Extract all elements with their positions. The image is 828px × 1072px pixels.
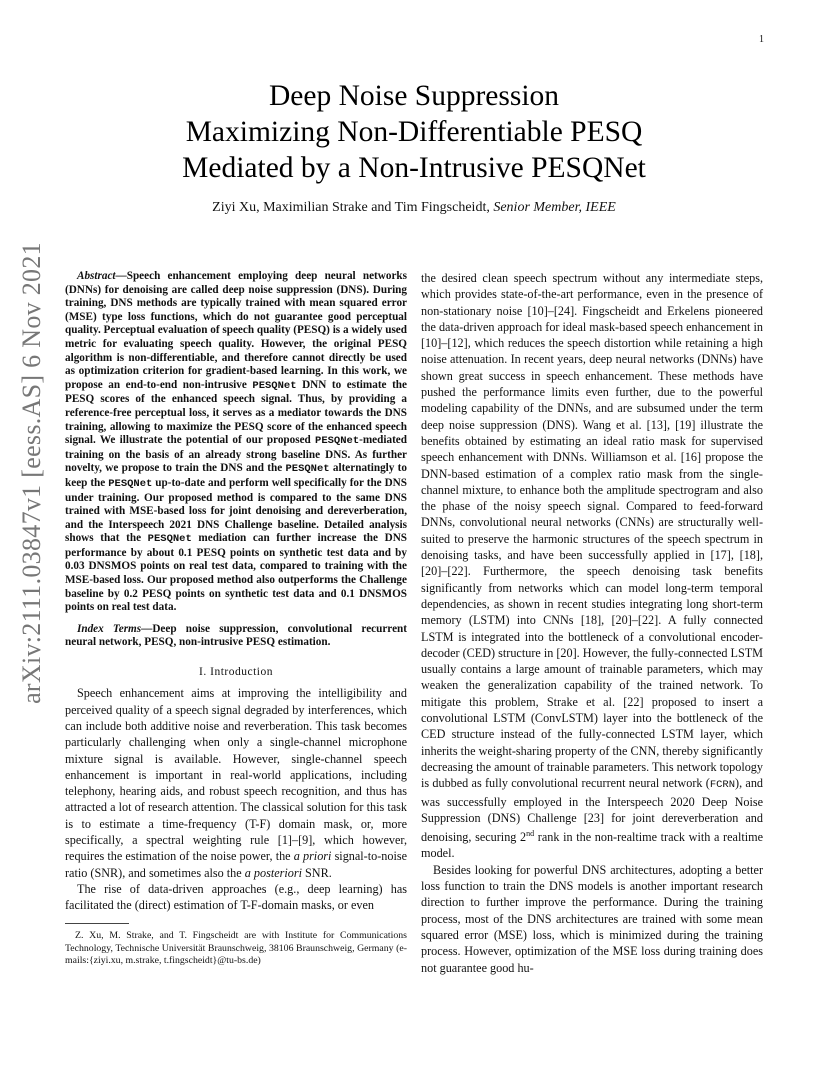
footnote: Z. Xu, M. Strake, and T. Fingscheidt are with Institute for Communications Technology, Technische Universität Braunschweig, 38106 Braunschweig, Germany (e-mails:{ziyi.xu, m.strake, t.fingscheidt}@tu-bs.de) <box>65 930 407 966</box>
index-terms-text: —Deep noise suppression, convolutional recurrent neural network, PESQ, non-intrusive PESQ estimation. <box>65 622 407 649</box>
left-column <box>65 270 407 967</box>
page-number: 1 <box>759 34 764 45</box>
abstract-text: mediation can further increase the DNS performance by about 0.1 PESQ points on synthetic test data and by 0.03 DNSMOS points on real test data, compared to training with the MSE-based loss. Our proposed method also outperforms the Challenge baseline by 0.2 PESQ points on synthetic test data and 0.1 DNSMOS points on real test data. <box>65 532 407 614</box>
abstract <box>65 270 407 615</box>
a-priori-term: a priori <box>293 849 332 864</box>
fcrn-term: FCRN <box>709 779 736 792</box>
author-line <box>100 200 728 216</box>
right-column <box>421 270 763 976</box>
body-text: the desired clean speech spectrum without any intermediate steps, which provides state-of-the-art performance, even in the presence of non-stationary noise [10]–[24]. Fingscheidt and Erkelens pioneered the data-driven approach for ideal mask-based speech enhancement in [10]–[12], which reduces the speech distortion while retaining a high noise attenuation. In recent years, deep neural networks (DNNs) have shown great success in speech enhancement. These methods have pushed the performance limits even further, due to the powerful modeling capability of the DNNs, and are subsumed under the term deep noise suppression (DNS). Wang et al. [13], [19] illustrate the benefits obtained by estimating an ideal ratio mask for supervised speech enhancement with DNNs. Williamson et al. [16] propose the DNN-based estimation of a complex ratio mask from the single-channel mixture, to enhance both the amplitude spectrogram and also the phase of the noisy speech signal. Compared to feed-forward DNNs, convolutional neural networks (CNNs) are structurally well-suited to preserve the harmonic structures of the speech spectrum in denoising tasks, and have been successfully applied in [17], [18], [20]–[22]. Furthermore, the speech denoising task benefits significantly from networks which can model long-term temporal dependencies, as shown in recent studies integrating long short-term memory (LSTM) into CNNs [18], [20]–[22]. A fully connected LSTM is integrated into the bottleneck of a convolutional encoder-decoder (CED) structure in [20]. However, the fully-connected LSTM usually contains a large amount of trainable parameters, which may weaken the generalization capability of the trained network. To mitigate this problem, Strake et al. [22] proposed to insert a convolutional LSTM (ConvLSTM) layer into the bottleneck of the CED structure instead of the fully-connected LSTM layer, which inherits the weight-sharing property of the CNN, thereby significantly decreasing the amount of trainable parameters. This network topology is dubbed as fully convolutional recurrent neural network ( <box>421 271 763 791</box>
index-terms <box>65 623 407 650</box>
footnote-rule <box>65 923 129 924</box>
body-paragraph <box>421 270 763 862</box>
title-line: Maximizing Non-Differentiable PESQ <box>185 116 643 148</box>
pesqnet-term: PESQNet <box>285 463 330 476</box>
intro-text: SNR. <box>301 865 332 880</box>
arxiv-watermark <box>12 242 52 704</box>
intro-paragraph: The rise of data-driven approaches (e.g., deep learning) has facilitated the (direct) estimation of T-F-domain masks, or even <box>65 881 407 913</box>
arxiv-id: arXiv:2111.03847v1 [eess.AS] 6 Nov 2021 <box>17 242 46 704</box>
pesqnet-term: PESQNet <box>252 379 297 392</box>
pesqnet-term: PESQNet <box>147 533 192 546</box>
abstract-label: Abstract <box>77 270 116 282</box>
paper-title <box>100 78 728 186</box>
intro-paragraph <box>65 685 407 881</box>
body-text: rank in the non-realtime track with a realtime model. <box>421 830 763 861</box>
a-posteriori-term: a posteriori <box>244 865 302 880</box>
title-line: Deep Noise Suppression <box>268 80 560 112</box>
intro-text: signal-to-noise ratio (SNR), and sometimes also the <box>65 849 407 880</box>
pesqnet-term: PESQNet <box>108 477 153 490</box>
index-terms-label: Index Terms <box>77 622 142 635</box>
authors: Ziyi Xu, Maximilian Strake and Tim Fingscheidt, <box>212 200 490 215</box>
ordinal-suffix: nd <box>526 829 535 839</box>
abstract-text: —Speech enhancement employing deep neural networks (DNNs) for denoising are called deep noise suppression (DNS). During training, DNS methods are typically trained with mean squared error (MSE) type loss functions, which do not guarantee good perceptual quality. Perceptual evaluation of speech quality (PESQ) is a widely used metric for evaluating speech quality. However, the original PESQ algorithm is non-differentiable, and therefore cannot directly be used as optimization criterion for gradient-based learning. In this work, we propose an end-to-end non-intrusive <box>65 270 407 391</box>
body-paragraph: Besides looking for powerful DNS architectures, adopting a better loss function to train the DNS models is another important research direction to further improve the performance. During the training process, most of the DNS architectures are trained with some mean squared error (MSE) loss, which is minimized during the training process. However, optimization of the MSE loss during training does not guarantee good hu- <box>421 862 763 975</box>
section-heading: I. Introduction <box>199 666 273 679</box>
abstract-text: alternatingly to keep the <box>65 462 407 489</box>
author-role: Senior Member, IEEE <box>493 200 616 215</box>
abstract-text: up-to-date and perform well specifically for the DNS under training. Our proposed method is compared to the same DNS trained with MSE-based loss for joint denoising and dereverberation, and the Interspeech 2021 DNS Challenge baseline. Detailed analysis shows that the <box>65 476 407 545</box>
abstract-text: DNN to estimate the PESQ scores of the enhanced speech signal. Thus, by providing a reference-free perceptual loss, it serves as a mediator towards the DNS training, allowing to maximize the PESQ score of the enhanced speech signal. We illustrate the potential of our proposed <box>65 378 407 447</box>
pesqnet-term: PESQNet <box>315 435 360 448</box>
intro-text: Speech enhancement aims at improving the intelligibility and perceived quality of a speech signal degraded by interferences, which can include both additive noise and reverberation. This task becomes particularly challenging when only a single-channel microphone mixture signal is available. However, single-channel speech enhancement is important in real-world applications, including telephony, hearing aids, and robust speech recognition, and thus has attracted a lot of research attention. The classical solution for this task is to estimate a time-frequency (T-F) domain mask, or, more specifically, a spectral weighting rule [1]–[9], which however, requires the estimation of the noise power, the <box>65 686 407 864</box>
title-line: Mediated by a Non-Intrusive PESQNet <box>182 152 646 184</box>
abstract-text: -mediated training on the basis of an already strong baseline DNS. As further novelty, we propose to train the DNS and the <box>65 434 407 475</box>
body-text: ), and was successfully employed in the Interspeech 2020 Deep Noise Suppression (DNS) Challenge [23] for joint dereverberation and denoising, securing 2 <box>421 776 764 845</box>
